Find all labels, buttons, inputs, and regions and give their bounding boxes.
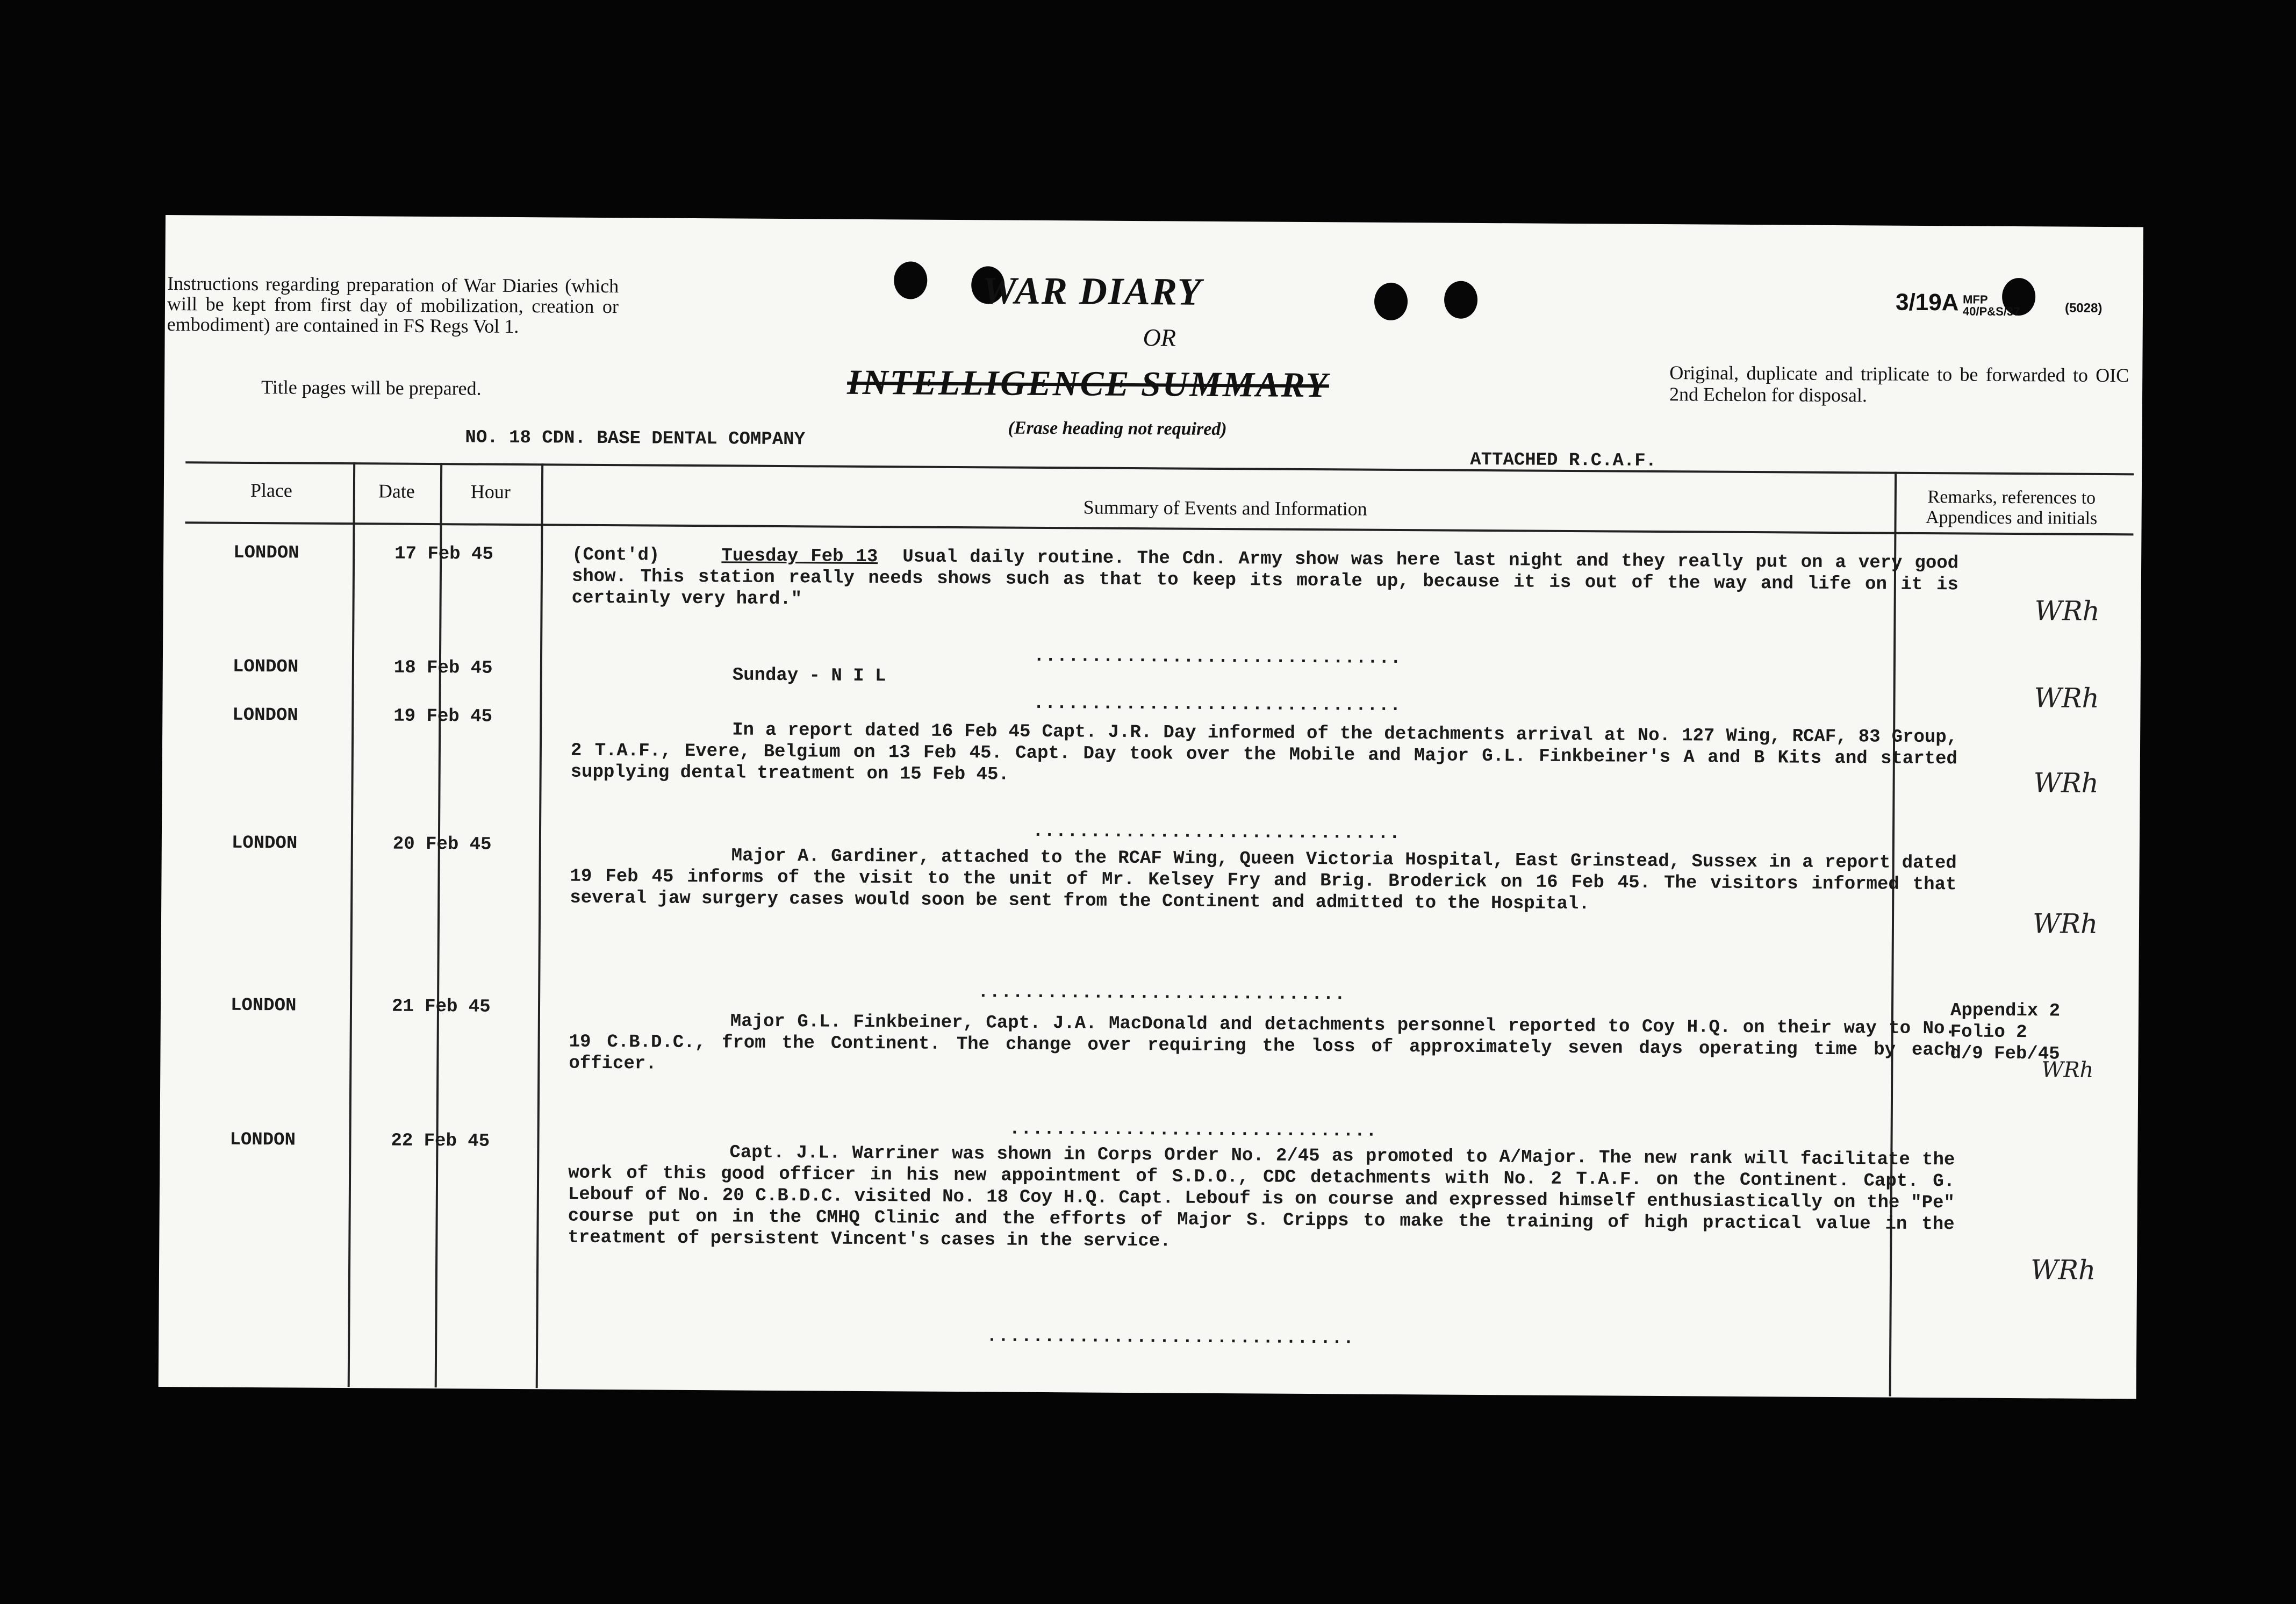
unit-name: NO. 18 CDN. BASE DENTAL COMPANY xyxy=(465,427,806,450)
war-diary-sheet xyxy=(159,215,2143,1399)
initials-signature: WRh xyxy=(2034,595,2100,627)
entry-summary xyxy=(572,545,1959,618)
remarks-line: Appendix 2 xyxy=(1950,1000,2061,1022)
entry-cont-marker: (Cont'd) xyxy=(572,545,660,566)
form-number: 3/19A xyxy=(1895,289,1959,316)
separator-dots: ................................ xyxy=(1033,693,1402,717)
entry-date: 21 Feb 45 xyxy=(391,996,491,1018)
separator-dots: ................................ xyxy=(986,1326,1355,1349)
entry-text: Major G.L. Finkbeiner, Capt. J.A. MacDonald and detachments personnel reported to Coy H.Q. on their way to No. 19 C.B.D.C., from the Continent. The change over requiring the loss of approximately seven days operating time by each officer. xyxy=(569,1011,1956,1075)
initials-signature: WRh xyxy=(2041,1057,2094,1083)
entry-place: LONDON xyxy=(233,542,299,564)
erase-note: (Erase heading not required) xyxy=(1008,418,1227,440)
instructions-text: Instructions regarding preparation of War Diaries (which will be kept from first day of mobilization, creation or embodiment) are contained in FS Regs Vol 1. xyxy=(167,273,619,338)
form-ref-top: MFP xyxy=(1963,292,1988,306)
entry-date: 22 Feb 45 xyxy=(391,1130,490,1152)
entry-text: In a report dated 16 Feb 45 Capt. J.R. Day informed of the detachments arrival at No. 127 Wing, RCAF, 83 Group, 2 T.A.F., Evere, Belgium on 13 Feb 45. Capt. Day took over the Mobile and Major G.L. Finkbeiner's A and B Kits and started supplying dental treatment on 15 Feb 45. xyxy=(570,720,1958,785)
initials-signature: WRh xyxy=(2033,767,2099,799)
remarks-appendix-ref xyxy=(1950,1000,2122,1065)
separator-dots: ................................ xyxy=(1032,821,1401,844)
entry-date: 17 Feb 45 xyxy=(394,543,493,565)
title-pages-note: Title pages will be prepared. xyxy=(261,376,482,399)
form-ref: 40/P&S/37 xyxy=(1962,304,2020,319)
entry-place: LONDON xyxy=(232,705,298,726)
entry-place: LONDON xyxy=(230,995,297,1016)
punch-hole xyxy=(1444,281,1477,319)
table-top-rule xyxy=(185,461,2134,475)
column-divider xyxy=(536,463,544,1388)
punch-hole xyxy=(1374,283,1408,320)
entry-lead-date: Tuesday Feb 13 xyxy=(721,546,878,568)
entry-date: 20 Feb 45 xyxy=(392,834,492,855)
separator-dots: ................................ xyxy=(1033,646,1402,669)
title-or: OR xyxy=(1143,324,1176,352)
entry-text: Sunday - N I L xyxy=(732,665,886,687)
entry-text: Capt. J.L. Warriner was shown in Corps Order No. 2/45 as promoted to A/Major. The new rank will facilitate the work of this good officer in his new appointment of S.D.O., CDC detachments with No. 2 T.A.F. on the Continent. Capt. G. Lebouf of No. 20 C.B.D.C. visited No. 18 Coy H.Q. Capt. Lebouf is on course and expressed himself enthusiastically on the "Pe" course put on in the CMHQ Clinic and the efforts of Major S. Cripps to make the training of high practical value in the treatment of persistent Vincent's cases in the service. xyxy=(568,1142,1955,1252)
punch-hole xyxy=(894,261,927,299)
attached-note: ATTACHED R.C.A.F. xyxy=(1470,449,1657,471)
column-header-remarks: Remarks, references to Appendices and initials xyxy=(1925,487,2098,528)
column-header-hour: Hour xyxy=(470,481,511,503)
column-header-date: Date xyxy=(378,480,415,502)
table-header-rule xyxy=(185,521,2133,535)
form-code: (5028) xyxy=(2064,300,2103,316)
remarks-line: Folio 2 xyxy=(1950,1022,2027,1043)
entry-place: LONDON xyxy=(231,833,298,854)
entry-text: Usual daily routine. The Cdn. Army show was here last night and they really put on a very good show. This station really needs shows such as that to keep its morale up, because it is out of the way and life on it is certainly very hard." xyxy=(571,547,1959,610)
remarks-line: d/9 Feb/45 xyxy=(1950,1043,2060,1065)
original-note: Original, duplicate and triplicate to be forwarded to OIC 2nd Echelon for disposal. xyxy=(1669,362,2129,406)
entry-place: LONDON xyxy=(229,1129,296,1151)
entry-text: Major A. Gardiner, attached to the RCAF Wing, Queen Victoria Hospital, East Grinstead, Sussex in a report dated 19 Feb 45 informs of the visit to the unit of Mr. Kelsey Fry and Brig. Broderick on 16 Feb 45. The visitors informed that several jaw surgery cases would soon be sent from the Continent and admitted to the Hospital. xyxy=(570,846,1957,915)
entry-date: 19 Feb 45 xyxy=(393,706,493,727)
struck-subtitle: INTELLIGENCE SUMMARY xyxy=(846,362,1330,405)
entry-date: 18 Feb 45 xyxy=(393,657,493,679)
column-header-place: Place xyxy=(250,479,292,502)
initials-signature: WRh xyxy=(2034,682,2100,714)
column-divider xyxy=(435,463,443,1387)
entry-place: LONDON xyxy=(232,656,299,678)
column-header-summary: Summary of Events and Information xyxy=(1083,496,1367,520)
initials-signature: WRh xyxy=(2030,1254,2096,1286)
initials-signature: WRh xyxy=(2032,908,2098,940)
separator-dots: ................................ xyxy=(1009,1119,1377,1142)
column-divider xyxy=(348,462,356,1387)
separator-dots: ................................ xyxy=(978,982,1346,1005)
document-title: WAR DIARY xyxy=(981,269,1202,313)
